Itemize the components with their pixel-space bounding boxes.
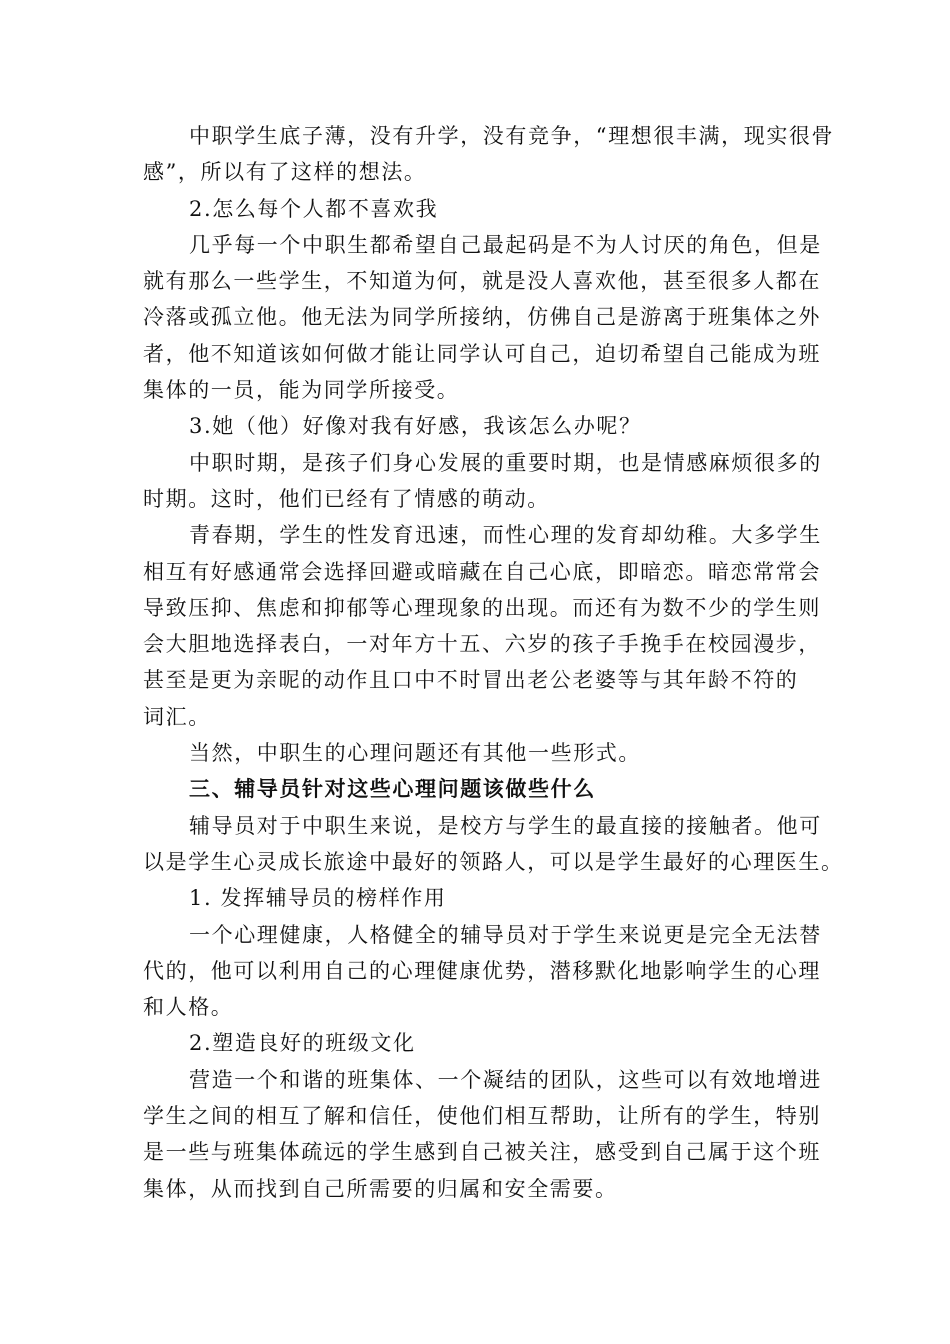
text-line: 导致压抑、焦虑和抑郁等心理现象的出现。而还有为数不少的学生则 bbox=[143, 595, 821, 620]
text-line: 集体，从而找到自己所需要的归属和安全需要。 bbox=[143, 1176, 618, 1201]
text-line: 以是学生心灵成长旅途中最好的领路人，可以是学生最好的心理医生。 bbox=[143, 849, 844, 874]
text-line: 和人格。 bbox=[143, 995, 234, 1020]
text-line: 甚至是更为亲昵的动作且口中不时冒出老公老婆等与其年龄不符的 bbox=[143, 668, 799, 693]
text-line: 者，他不知道该如何做才能让同学认可自己，迫切希望自己能成为班 bbox=[143, 341, 821, 366]
text-line: 中职学生底子薄，没有升学，没有竞争，“理想很丰满，现实很骨 bbox=[189, 124, 835, 148]
text-line: 营造一个和谐的班集体、一个凝结的团队，这些可以有效地增进 bbox=[189, 1067, 822, 1092]
text-line: 集体的一员，能为同学所接受。 bbox=[143, 378, 460, 403]
text-line: 1. 发挥辅导员的榜样作用 bbox=[189, 886, 447, 911]
text-line: 一个心理健康，人格健全的辅导员对于学生来说更是完全无法替 bbox=[189, 922, 822, 947]
text-line: 会大胆地选择表白，一对年方十五、六岁的孩子手挽手在校园漫步， bbox=[143, 632, 821, 657]
text-line: 2.怎么每个人都不喜欢我 bbox=[189, 196, 439, 221]
text-line: 辅导员对于中职生来说，是校方与学生的最直接的接触者。他可 bbox=[189, 813, 822, 838]
text-line: 感”，所以有了这样的想法。 bbox=[143, 160, 427, 185]
text-line: 学生之间的相互了解和信任，使他们相互帮助，让所有的学生，特别 bbox=[143, 1104, 821, 1129]
text-line: 3.她（他）好像对我有好感，我该怎么办呢？ bbox=[189, 414, 642, 439]
text-line: 代的，他可以利用自己的心理健康优势，潜移默化地影响学生的心理 bbox=[143, 958, 821, 983]
text-line: 青春期，学生的性发育迅速，而性心理的发育却幼稚。大多学生 bbox=[189, 523, 822, 548]
text-line: 几乎每一个中职生都希望自己最起码是不为人讨厌的角色，但是 bbox=[189, 232, 822, 257]
text-line: 是一些与班集体疏远的学生感到自己被关注，感受到自己属于这个班 bbox=[143, 1140, 821, 1165]
text-line: 2.塑造良好的班级文化 bbox=[189, 1031, 416, 1056]
text-line: 就有那么一些学生，不知道为何，就是没人喜欢他，甚至很多人都在 bbox=[143, 269, 821, 294]
text-line: 冷落或孤立他。他无法为同学所接纳，仿佛自己是游离于班集体之外 bbox=[143, 305, 821, 330]
document-body bbox=[143, 118, 844, 1207]
text-line: 相互有好感通常会选择回避或暗藏在自己心底，即暗恋。暗恋常常会 bbox=[143, 559, 821, 584]
text-line: 时期。这时，他们已经有了情感的萌动。 bbox=[143, 486, 550, 511]
section-heading: 三、辅导员针对这些心理问题该做些什么 bbox=[189, 777, 596, 802]
text-line: 中职时期，是孩子们身心发展的重要时期，也是情感麻烦很多的 bbox=[189, 450, 822, 475]
text-line: 当然，中职生的心理问题还有其他一些形式。 bbox=[189, 741, 641, 766]
text-line: 词汇。 bbox=[143, 704, 211, 729]
